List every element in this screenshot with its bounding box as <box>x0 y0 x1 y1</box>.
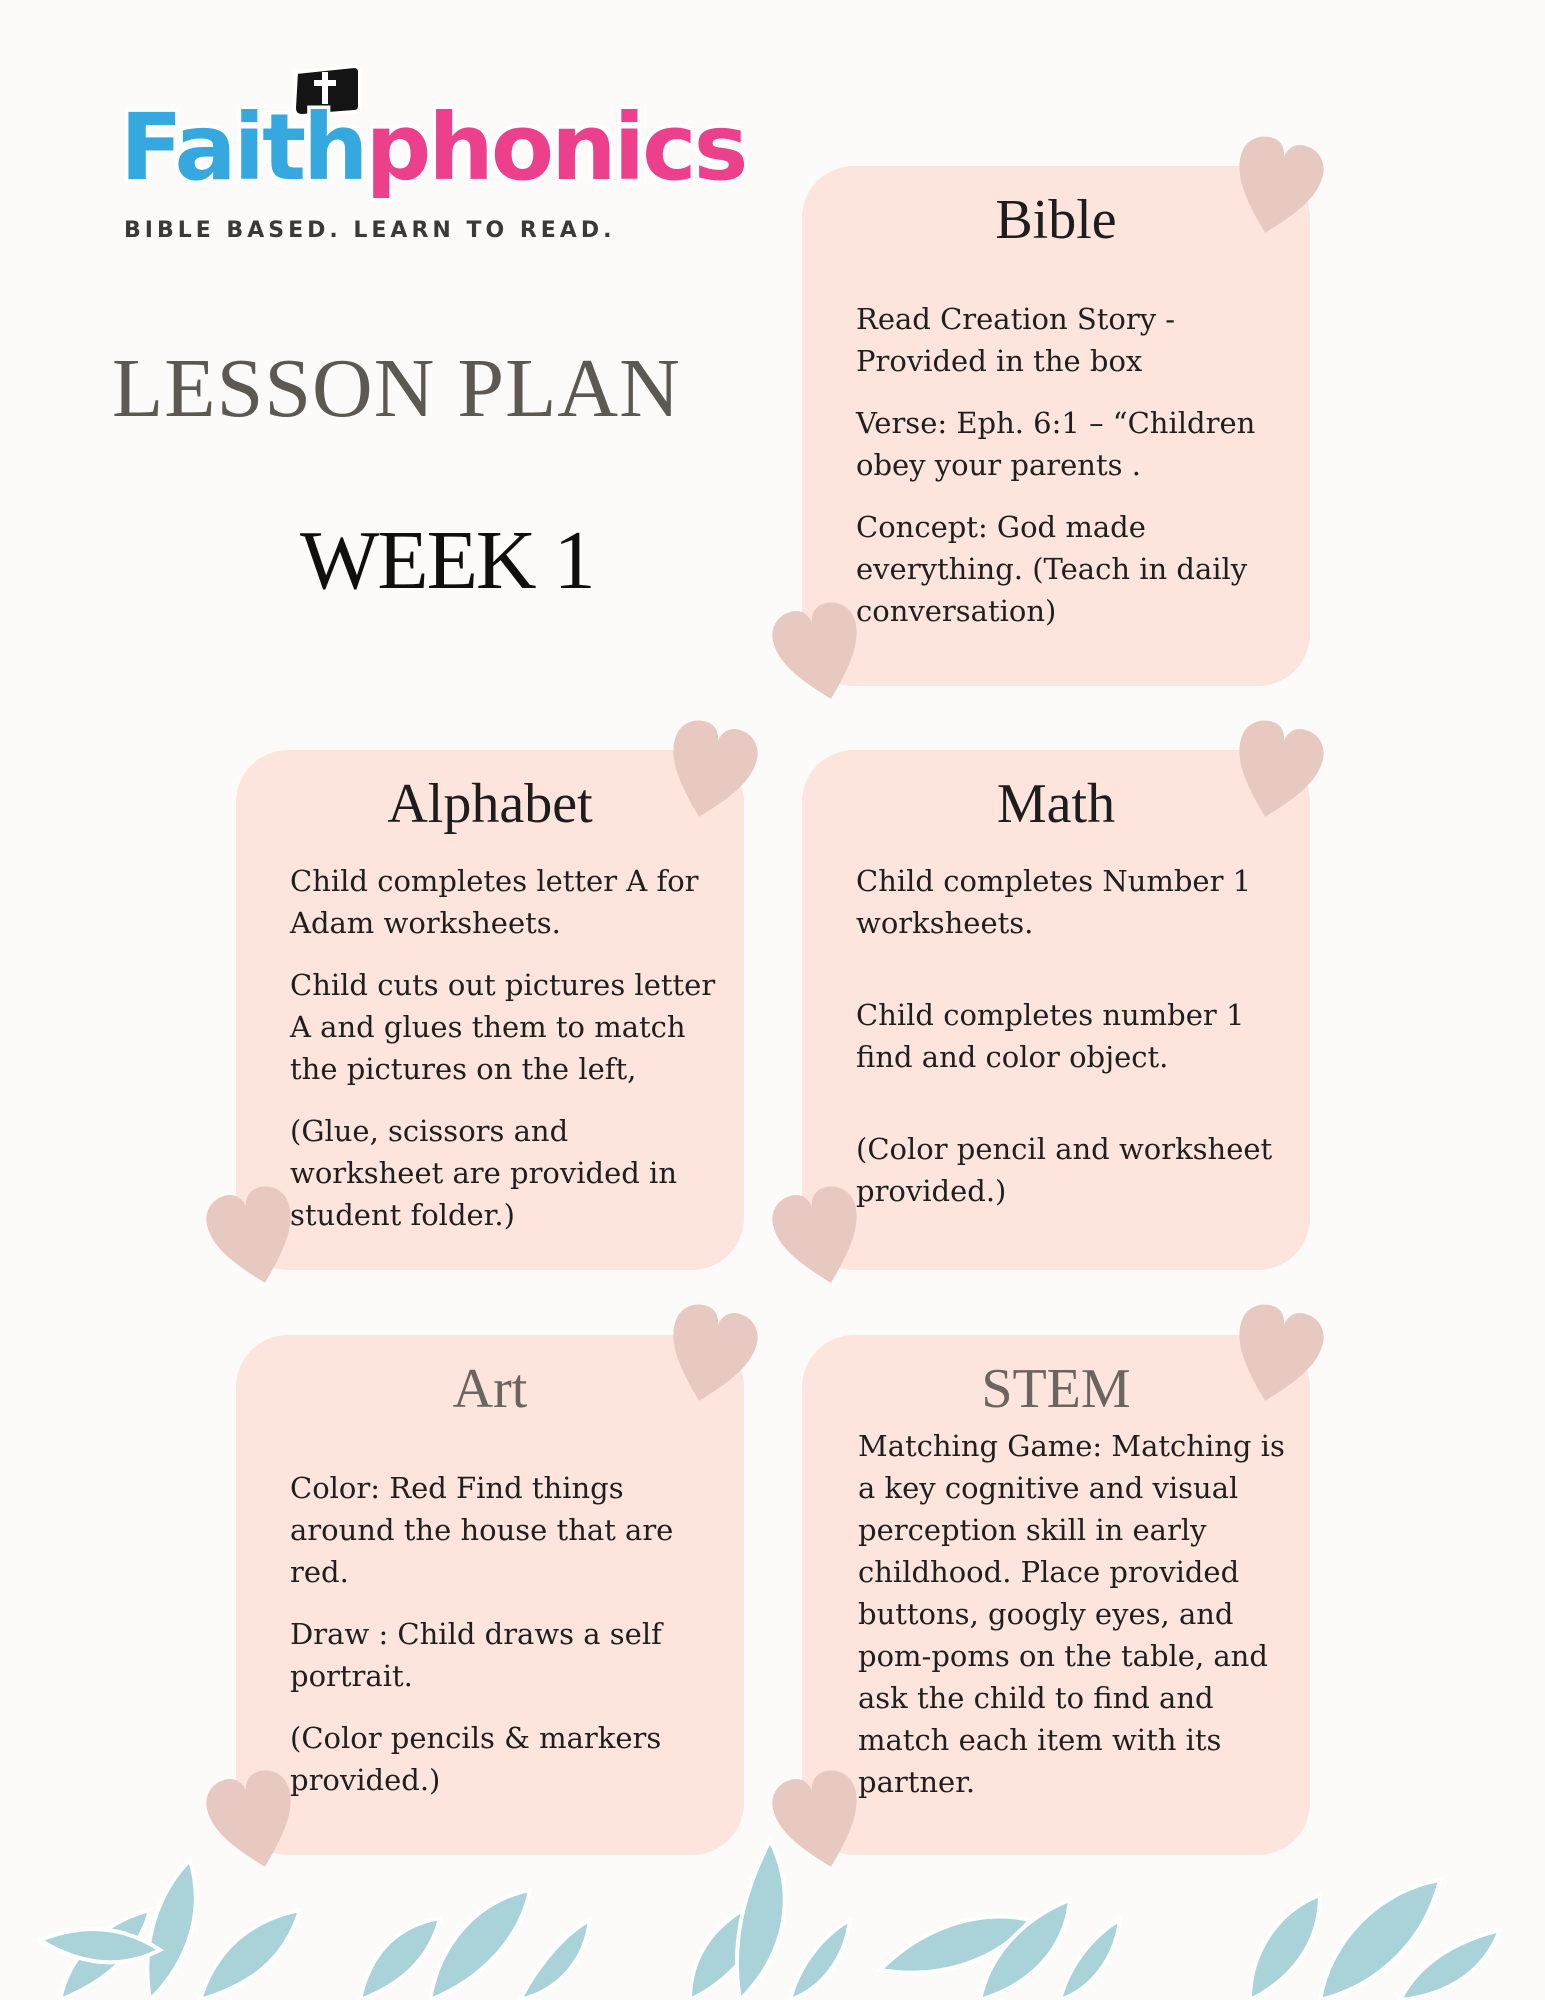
art-card-title: Art <box>452 1358 528 1420</box>
bible-paragraph: Concept: God made everything. (Teach in daily conversation) <box>856 510 1248 628</box>
logo-tagline: BIBLE BASED. LEARN TO READ. <box>124 218 616 243</box>
art-paragraph: Color: Red Find things around the house that are red. <box>290 1471 674 1589</box>
heart-icon <box>1216 1292 1336 1422</box>
stem-card <box>802 1335 1310 1855</box>
stem-paragraph: Matching Game: Matching is a key cognitive and visual perception skill in early childhood. Place provided buttons, googly eyes, and pom-poms on the table, and ask the child to find and match each item with its partner. <box>858 1429 1285 1799</box>
leaf-icon <box>360 1890 590 2000</box>
logo-faith-text: Faith <box>120 94 366 201</box>
math-card-body <box>856 860 1284 1232</box>
alphabet-paragraph: Child completes letter A for Adam worksheets. <box>290 864 699 940</box>
bible-card-body <box>856 298 1284 652</box>
art-card-body <box>290 1467 718 1821</box>
alphabet-paragraph: (Glue, scissors and worksheet are provided in student folder.) <box>290 1114 678 1232</box>
leaf-icon <box>1250 1880 1500 2000</box>
week-heading: WEEK 1 <box>300 514 594 607</box>
math-card-title: Math <box>996 773 1116 835</box>
alphabet-card <box>236 750 744 1270</box>
math-paragraph: Child completes number 1 find and color object. <box>856 998 1245 1074</box>
logo-wordmark <box>120 94 746 201</box>
alphabet-card-body <box>290 860 718 1256</box>
bible-card-title: Bible <box>995 189 1117 251</box>
leaf-icon <box>880 1900 1120 2000</box>
faithphonics-logo <box>118 62 746 252</box>
logo-phonics-text: phonics <box>365 94 746 201</box>
bible-card <box>802 166 1310 686</box>
math-paragraph: (Color pencil and worksheet provided.) <box>856 1132 1273 1208</box>
bible-paragraph: Read Creation Story - Provided in the box <box>856 302 1176 378</box>
leaf-decoration <box>0 1800 1545 2000</box>
art-paragraph: (Color pencils & markers provided.) <box>290 1721 662 1797</box>
heart-icon <box>1216 708 1336 838</box>
leaf-icon <box>690 1840 850 2000</box>
art-card <box>236 1335 744 1855</box>
math-paragraph: Child completes Number 1 worksheets. <box>856 864 1252 940</box>
stem-card-title: STEM <box>981 1358 1131 1420</box>
heart-icon <box>1216 124 1336 254</box>
bible-paragraph: Verse: Eph. 6:1 – “Children obey your parents . <box>856 406 1256 482</box>
art-paragraph: Draw : Child draws a self portrait. <box>290 1617 662 1693</box>
alphabet-card-title: Alphabet <box>387 773 593 835</box>
alphabet-paragraph: Child cuts out pictures letter A and glues them to match the pictures on the left, <box>290 968 716 1086</box>
math-card <box>802 750 1310 1270</box>
page-title: LESSON PLAN <box>112 342 681 435</box>
heart-icon <box>650 1292 770 1422</box>
leaf-icon <box>40 1860 300 2000</box>
stem-card-body <box>858 1425 1290 1823</box>
heart-icon <box>650 708 770 838</box>
